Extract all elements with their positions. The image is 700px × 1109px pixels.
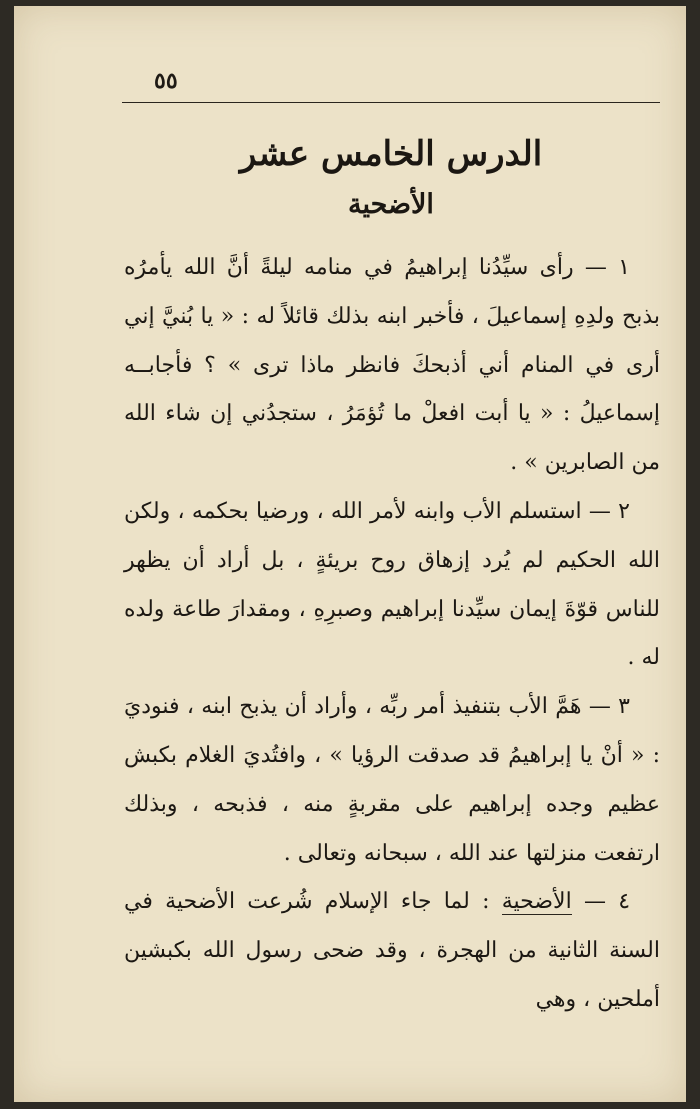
paragraph-3: ٣ — هَمَّ الأب بتنفيذ أمر ربِّه ، وأراد أن يذبح ابنه ، فنوديَ : « أنْ يا إبراهيمُ قد صدقت الرؤيا » ، وافتُديَ الغلام بكبش عظيم وجده إبراهيم على مقربةٍ منه ، فذبحه ، وبذلك ارتفعت منزلتها عند الله ، سبحانه وتعالى . [124, 694, 660, 866]
lesson-subtitle: الأضحية [348, 189, 434, 220]
book-page [14, 6, 686, 1102]
header-rule [122, 102, 660, 103]
lesson-body [124, 244, 660, 1025]
page-number: ٥٥ [154, 68, 178, 94]
lesson-title: الدرس الخامس عشر [239, 134, 543, 174]
paragraph-4 [124, 878, 660, 1024]
paragraph-1: ١ — رأى سيِّدُنا إبراهيمُ في منامه ليلةً أنَّ الله يأمرُه بذبح ولدِهِ إسماعيلَ ، فأخبر ابنه بذلك قائلاً له : « يا بُنيَّ إني أرى في المنام أني أذبحكَ فانظر ماذا ترى » ؟ فأجابــه إسماعيلُ : « يا أبت افعلْ ما تُؤمَرُ ، ستجدُني إن شاء الله من الصابرين » . [124, 255, 660, 476]
paragraph-4-label: الأضحية [501, 889, 572, 915]
paragraph-4-number: ٤ — [583, 889, 631, 915]
paragraph-2: ٢ — استسلم الأب وابنه لأمر الله ، ورضيا بحكمه ، ولكن الله الحكيم لم يُرد إزهاق روح بريئةٍ ، بل أراد أن يظهر للناس قوّةَ إيمان سيِّدنا إبراهيم وصبرِهِ ، ومقدارَ طاعة ولده له . [124, 498, 660, 671]
paragraph-4-text: : لما جاء الإسلام شُرعت الأضحية في السنة الثانية من الهجرة ، وقد ضحى رسول الله بكبشين أملحين ، وهي [124, 889, 660, 1012]
